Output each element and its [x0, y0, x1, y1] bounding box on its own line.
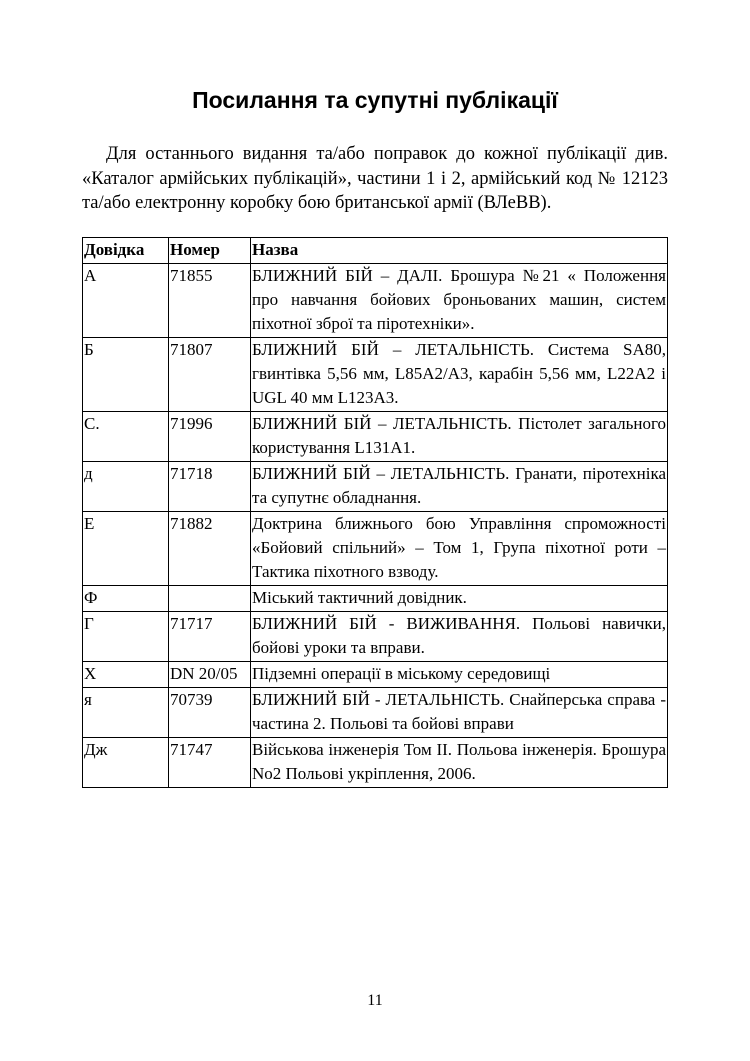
- table-row: [83, 612, 668, 662]
- cell-title: БЛИЖНИЙ БІЙ – ЛЕТАЛЬНІСТЬ. Система SA80, гвинтівка 5,56 мм, L85A2/A3, карабін 5,56 мм, L22A2 і UGL 40 мм L123A3.: [251, 338, 668, 412]
- table-row: [83, 338, 668, 412]
- cell-number: 71807: [169, 338, 251, 412]
- cell-reference: А: [83, 264, 169, 338]
- header-number: Номер: [169, 238, 251, 264]
- table-row: [83, 688, 668, 738]
- table-row: [83, 586, 668, 612]
- intro-paragraph: Для останнього видання та/або поправок до кожної публікації див. «Каталог армійських публікацій», частини 1 і 2, армійський код № 12123 та/або електронну коробку бою британської армії (ВЛеВВ).: [82, 144, 668, 213]
- page-title: Посилання та супутні публікації: [192, 87, 558, 113]
- cell-number: DN 20/05: [169, 662, 251, 688]
- cell-reference: Б: [83, 338, 169, 412]
- cell-title: БЛИЖНИЙ БІЙ – ЛЕТАЛЬНІСТЬ. Гранати, піротехніка та супутнє обладнання.: [251, 462, 668, 512]
- header-reference: Довідка: [83, 238, 169, 264]
- cell-number: 71996: [169, 412, 251, 462]
- cell-title: Доктрина ближнього бою Управління спроможності «Бойовий спільний» – Том 1, Група піхотної роти – Тактика піхотного взводу.: [251, 512, 668, 586]
- table-row: [83, 662, 668, 688]
- table-row: [83, 412, 668, 462]
- cell-title: БЛИЖНИЙ БІЙ – ЛЕТАЛЬНІСТЬ. Пістолет загального користування L131A1.: [251, 412, 668, 462]
- cell-number: 71718: [169, 462, 251, 512]
- cell-reference: С.: [83, 412, 169, 462]
- cell-number: 70739: [169, 688, 251, 738]
- cell-title: БЛИЖНИЙ БІЙ - ЛЕТАЛЬНІСТЬ. Снайперська справа - частина 2. Польові та бойові вправи: [251, 688, 668, 738]
- references-table: [82, 237, 668, 788]
- table-row: [83, 738, 668, 788]
- cell-title: Підземні операції в міському середовищі: [251, 662, 668, 688]
- cell-number: 71882: [169, 512, 251, 586]
- cell-reference: Ф: [83, 586, 169, 612]
- cell-reference: Г: [83, 612, 169, 662]
- cell-title: Міський тактичний довідник.: [251, 586, 668, 612]
- table-row: [83, 462, 668, 512]
- cell-title: Військова інженерія Том II. Польова інженерія. Брошура No2 Польові укріплення, 2006.: [251, 738, 668, 788]
- cell-reference: я: [83, 688, 169, 738]
- cell-reference: Х: [83, 662, 169, 688]
- cell-title: БЛИЖНИЙ БІЙ – ДАЛІ. Брошура №21 « Положення про навчання бойових броньованих машин, систем піхотної зброї та піротехніки».: [251, 264, 668, 338]
- cell-reference: Е: [83, 512, 169, 586]
- table-row: [83, 264, 668, 338]
- cell-title: БЛИЖНИЙ БІЙ - ВИЖИВАННЯ. Польові навички, бойові уроки та вправи.: [251, 612, 668, 662]
- cell-number: 71855: [169, 264, 251, 338]
- cell-number: 71717: [169, 612, 251, 662]
- page-number: 11: [367, 992, 383, 1009]
- table-row: [83, 512, 668, 586]
- table-header-row: [83, 238, 668, 264]
- header-title: Назва: [251, 238, 668, 264]
- cell-reference: Дж: [83, 738, 169, 788]
- cell-number: 71747: [169, 738, 251, 788]
- cell-number: [169, 586, 251, 612]
- cell-reference: д: [83, 462, 169, 512]
